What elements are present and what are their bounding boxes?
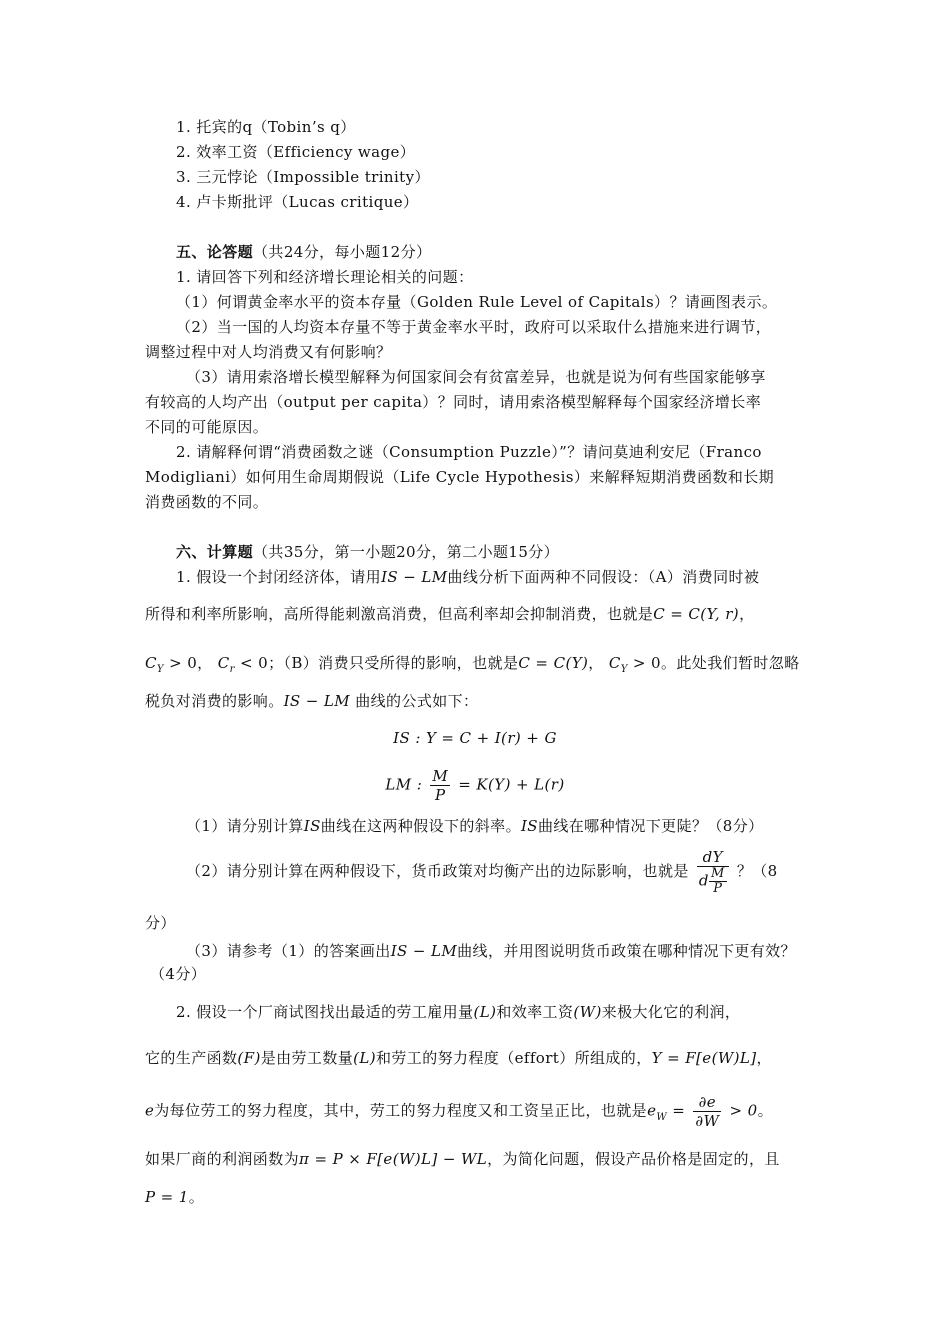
- equation-is: IS : Y = C + I(r) + G: [393, 729, 557, 747]
- paragraph-line: 1. 假设一个封闭经济体，请用IS − LM曲线分析下面两种不同假设：（A）消费同时被: [176, 568, 760, 586]
- section-note: （共24分，每小题12分）: [253, 243, 432, 261]
- paragraph-line: 调整过程中对人均消费又有何影响？: [145, 343, 392, 361]
- fraction-dy-dmp: dY d $\frac{M}{P}$: [697, 848, 729, 896]
- paragraph-line: $C_Y > 0$， $C_r < 0$；（B）消费只受所得的影响，也就是C = C(Y)， $C_Y > 0$。此处我们暂时忽略: [145, 654, 800, 675]
- term-item: 4. 卢卡斯批评（Lucas critique）: [176, 193, 419, 211]
- paragraph-line: 所得和利率所影响，高所得能刺激高消费，但高利率却会抑制消费，也就是C = C(Y, r)，: [145, 605, 755, 623]
- paragraph-line: e为每位劳工的努力程度，其中，劳工的努力程度又和工资呈正比，也就是$e_W$ = $\frac{\partial e}{\partial W}$ > 0。: [145, 1093, 774, 1130]
- term-item: 2. 效率工资（Efficiency wage）: [176, 143, 416, 161]
- equation-lm: LM : $\frac{M}{P}$ = K(Y) + L(r): [385, 767, 565, 804]
- paragraph-line: 1. 请回答下列和经济增长理论相关的问题：: [176, 268, 474, 286]
- math-consumption-y: C = C(Y): [518, 654, 589, 672]
- section-title: 六、计算题: [176, 543, 254, 561]
- paragraph-line: （1）何谓黄金率水平的资本存量（Golden Rule Level of Capitals）？请画图表示。: [176, 293, 778, 311]
- paragraph-line: 消费函数的不同。: [145, 493, 269, 511]
- math-is-lm: IS − LM: [381, 568, 448, 586]
- paragraph-line: Modigliani）如何用生命周期假说（Life Cycle Hypothesis）来解释短期消费函数和长期: [145, 468, 775, 486]
- section-title: 五、论答题: [176, 243, 254, 261]
- section-six-heading: [176, 541, 841, 563]
- fraction-m-over-p: $\frac{M}{P}$: [432, 767, 449, 804]
- fraction-de-dw: $\frac{\partial e}{\partial W}$: [695, 1093, 720, 1130]
- paragraph-line: 如果厂商的利润函数为π = P × F[e(W)L] − WL，为简化问题，假设产品价格是固定的，且: [145, 1150, 780, 1168]
- paragraph-line: 有较高的人均产出（output per capita）？同时，请用索洛模型解释每个国家经济增长率: [145, 393, 762, 411]
- paragraph-line: （3）请参考（1）的答案画出IS − LM曲线，并用图说明货币政策在哪种情况下更有效？: [186, 942, 796, 960]
- section-note: （共35分，第一小题20分，第二小题15分）: [253, 543, 560, 561]
- paragraph-line: 它的生产函数(F)是由劳工数量(L)和劳工的努力程度（effort）所组成的，Y = F[e(W)L]，: [145, 1049, 772, 1067]
- paragraph-line: 税负对消费的影响。IS − LM 曲线的公式如下：: [145, 692, 479, 710]
- paragraph-line: （2）当一国的人均资本存量不等于黄金率水平时，政府可以采取什么措施来进行调节，: [176, 318, 772, 336]
- paragraph-line: 2. 假设一个厂商试图找出最适的劳工雇用量(L)和效率工资(W)来极大化它的利润，: [176, 1003, 741, 1021]
- paragraph-line: （1）请分别计算IS曲线在这两种假设下的斜率。IS曲线在哪种情况下更陡？（8分）: [186, 817, 764, 835]
- math-production: Y = F[e(W)L]: [651, 1049, 757, 1067]
- term-item: 1. 托宾的q（Tobin’s q）: [176, 118, 356, 136]
- section-five-heading: [176, 241, 841, 263]
- math-consumption-yr: C = C(Y, r): [653, 605, 740, 623]
- paragraph-line: P = 1。: [145, 1188, 205, 1206]
- math-profit: π = P × F[e(W)L] − WL: [299, 1150, 488, 1168]
- paragraph-line: 分）: [145, 914, 176, 932]
- paragraph-line: （2）请分别计算在两种假设下，货币政策对均衡产出的边际影响，也就是 dY d $\frac{M}{P}$ ？（8: [186, 848, 778, 896]
- paragraph-line: 2. 请解释何谓“消费函数之谜（Consumption Puzzle）”？请问莫迪利安尼（Franco: [176, 443, 762, 461]
- paragraph-line: 不同的可能原因。: [145, 418, 269, 436]
- paragraph-line: （4分）: [150, 965, 207, 983]
- paragraph-line: （3）请用索洛增长模型解释为何国家间会有贫富差异，也就是说为何有些国家能够享: [186, 368, 766, 386]
- term-item: 3. 三元悖论（Impossible trinity）: [176, 168, 430, 186]
